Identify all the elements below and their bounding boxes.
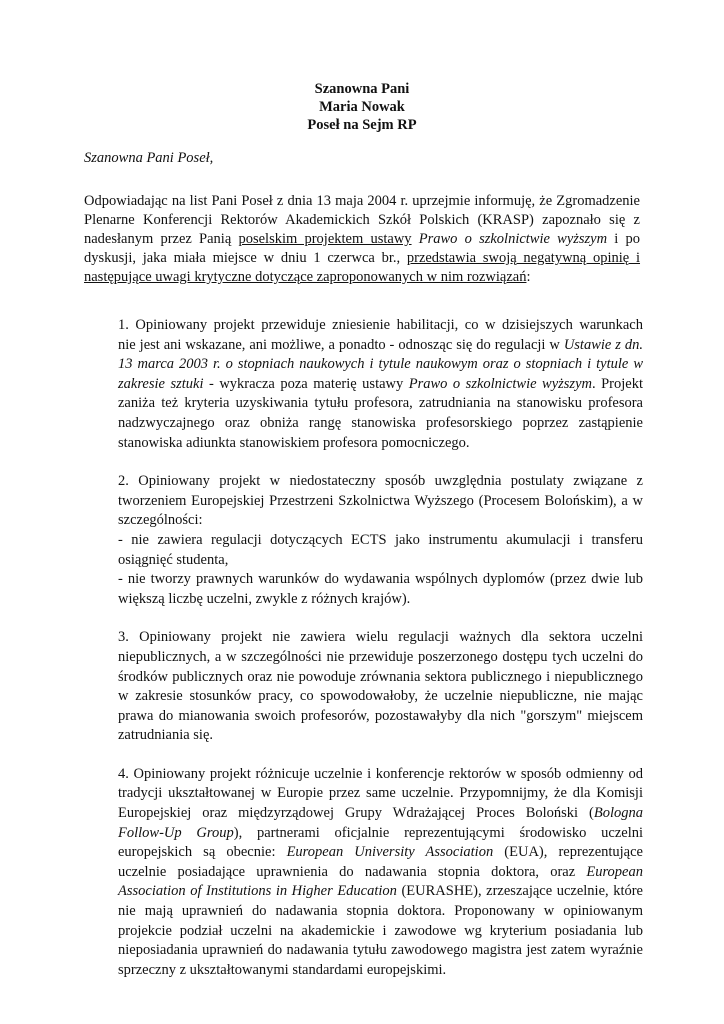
text-segment: (EUA), reprezentujące xyxy=(493,844,643,861)
text-line xyxy=(84,230,640,249)
group-name: Bologna xyxy=(593,805,643,822)
text-line: szczególności: xyxy=(118,512,203,529)
underlined-phrase: przedstawia swoją negatywną opinię i xyxy=(406,250,641,266)
text-line: - nie tworzy prawnych warunków do wydawania wspólnych dyplomów (przez dwie lub xyxy=(118,571,643,588)
remark-4 xyxy=(118,765,643,981)
remark-2 xyxy=(118,472,643,609)
text-segment xyxy=(412,231,419,247)
text-line: tworzeniem Europejskiej Przestrzeni Szkolnictwa Wyższego (Procesem Bolońskim), a w xyxy=(118,492,643,509)
text-line: w zakresie stosunków pracy, co spowodowałoby, że uczelnie niepubliczne, nie mając xyxy=(118,688,643,705)
text-line: prawa do mianowania swoich profesorów, pozostawałyby dla nich "gorszym" miejscem xyxy=(118,707,643,724)
text-line: nieposiadania uprawnień do nadawania tytułu zawodowego magistra jest zatem wyraźnie xyxy=(118,942,643,959)
act-title: zakresie sztuki xyxy=(118,375,204,392)
text-line: Odpowiadając na list Pani Poseł z dnia 13 maja 2004 r. uprzejmie informuję, że Zgromadzenie xyxy=(84,193,640,209)
addressee-position: Poseł na Sejm RP xyxy=(307,117,417,133)
text-line xyxy=(84,249,640,268)
text-line: stanowiska adiunkta stanowiskiem profesora pomocniczego. xyxy=(118,434,470,451)
text-line: projekcie podział uczelni na akademickie i zawodowe wg kryterium posiadania lub xyxy=(118,922,643,939)
text-line: niepublicznych, a w szczególności nie przewiduje poszerzonego dostępu tych uczelni do xyxy=(118,648,643,665)
text-line: - nie zawiera regulacji dotyczących ECTS jako instrumentu akumulacji i transferu xyxy=(118,531,643,548)
intro-paragraph xyxy=(84,192,640,287)
text-line: zaniża też kryteria uzyskiwania tytułu profesora, zatrudniania na stanowisku profesora xyxy=(118,395,643,412)
text-line: większą liczbę uczelni, zwykle z różnych krajów). xyxy=(118,590,411,607)
group-name: Follow-Up Group xyxy=(118,824,234,841)
text-line xyxy=(118,824,643,844)
text-segment: ), partnerami oficjalnie reprezentującymi środowisko uczelni xyxy=(233,824,643,841)
text-segment: i po xyxy=(607,231,641,247)
text-line xyxy=(118,375,643,395)
text-segment: nie jest ani wskazane, ani możliwe, a ponadto - odnosząc się do regulacji w xyxy=(118,336,564,353)
text-line: 13 marca 2003 r. o stopniach naukowych i tytule naukowym oraz o stopniach i tytule w xyxy=(118,356,643,373)
text-segment: dyskusji, jaka miała miejsce w dniu 1 czerwca br., xyxy=(84,250,407,266)
addressee-block xyxy=(0,80,724,134)
text-line: 3. Opiniowany projekt nie zawiera wielu regulacji ważnych dla sektora uczelni xyxy=(118,629,643,646)
text-line: Plenarne Konferencji Rektorów Akademickich Szkół Polskich (KRASP) zapoznało się z xyxy=(84,212,640,228)
text-segment: . Projekt xyxy=(592,375,644,392)
text-line xyxy=(118,882,643,902)
text-segment: (EURASHE), zrzeszające uczelnie, które xyxy=(396,883,643,900)
text-segment: nadesłanym przez Panią xyxy=(84,231,239,247)
remark-3 xyxy=(118,628,643,746)
text-line: 2. Opiniowany projekt w niedostateczny sposób uwzględnia postulaty związane z xyxy=(118,473,643,490)
text-segment: uczelnie posiadające uprawnienia do nadawania stopnia doktora, oraz xyxy=(118,863,587,880)
text-segment: europejskich są obecnie: xyxy=(118,844,287,861)
act-title: Prawo o szkolnictwie wyższym xyxy=(408,375,592,392)
text-line: 4. Opiniowany projekt różnicuje uczelnie i konferencje rektorów w sposób odmienny od xyxy=(118,765,643,782)
remark-1 xyxy=(118,316,643,453)
text-line: 1. Opiniowany projekt przewiduje zniesienie habilitacji, co w dzisiejszych warunkach xyxy=(118,317,643,333)
underlined-phrase: poselskim projektem ustawy xyxy=(238,231,412,247)
act-title: Prawo o szkolnictwie wyższym xyxy=(418,231,608,247)
text-segment: Europejskiej oraz międzyrządowej Grupy Wdrażającej Proces Boloński ( xyxy=(118,805,594,822)
text-line xyxy=(118,336,643,356)
text-segment: : xyxy=(526,269,531,285)
text-line: zatrudniania się. xyxy=(118,727,214,744)
text-line: sprzeczny z ukształtowanymi standardami europejskimi. xyxy=(118,961,447,978)
text-line: nadzwyczajnego oraz obniża rangę stanowiska profesorskiego poprzez zastąpienie xyxy=(118,414,643,431)
organization-name: Association of Institutions in Higher Education xyxy=(118,883,397,900)
remarks-list xyxy=(118,316,643,999)
text-line: nie mają uprawnień do nadawania stopnia doktora. Proponowany w opiniowanym xyxy=(118,903,643,920)
underlined-phrase: następujące uwagi krytyczne dotyczące zaproponowanych w nim rozwiązań xyxy=(84,269,527,285)
text-line xyxy=(84,268,640,287)
text-line: tradycji ukształtowanej w Europie przez same uczelnie. Przypomnijmy, że dla Komisji xyxy=(118,785,643,802)
organization-name: European xyxy=(586,863,643,880)
act-title: Ustawie z dn. xyxy=(563,336,644,353)
addressee-name: Maria Nowak xyxy=(319,99,405,115)
organization-name: European University Association xyxy=(286,844,494,861)
text-line: osiągnięć studenta, xyxy=(118,551,229,568)
addressee-title: Szanowna Pani xyxy=(314,81,410,97)
text-line xyxy=(118,863,643,883)
salutation: Szanowna Pani Poseł, xyxy=(84,150,214,166)
text-line xyxy=(118,804,643,824)
text-line: środków publicznych oraz nie powoduje zrównania sektora publicznego i niepublicznego xyxy=(118,668,643,685)
text-line xyxy=(118,843,643,863)
text-segment: - wykracza poza materię ustawy xyxy=(203,375,409,392)
